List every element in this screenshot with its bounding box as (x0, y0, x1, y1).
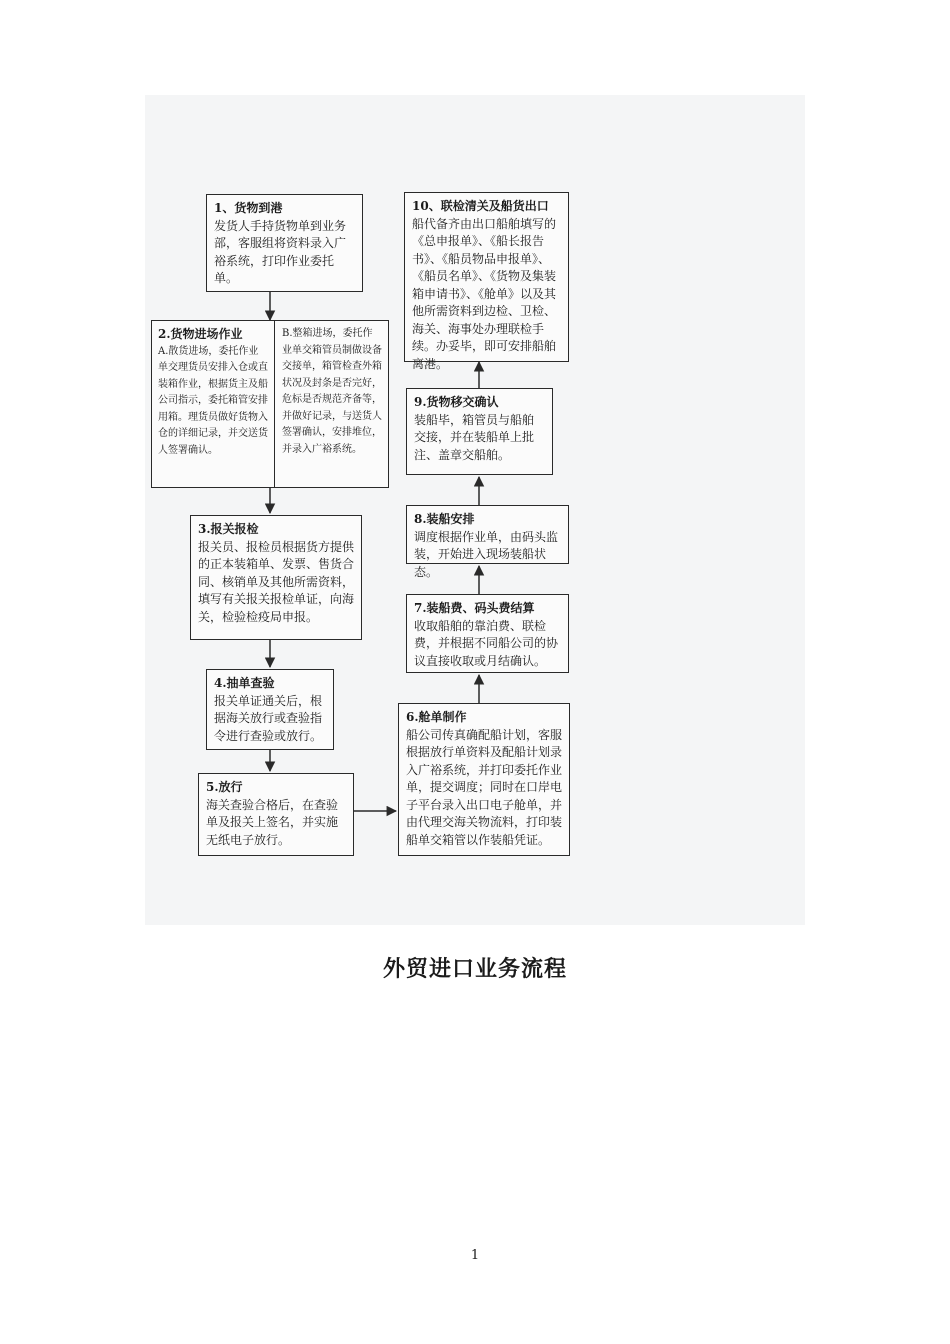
step-10-text: 船代备齐由出口船舶填写的《总申报单》、《船长报告书》、《船员物品申报单》、《船员名单》、《货物及集装箱申请书》、《舱单》以及其他所需资料到边检、卫检、海关、海事处办理联检手续。办妥毕，即可安排船舶离港。 (412, 216, 557, 371)
page-number: 1 (470, 1248, 480, 1263)
step-4-text: 报关单证通关后，根据海关放行或查验指令进行查验或放行。 (214, 693, 323, 743)
step-1-text: 发货人手持货物单到业务部，客服组将资料录入广裕系统，打印作业委托单。 (214, 218, 347, 285)
step-9-handover-confirmation (406, 388, 553, 475)
step-2-title: 2.货物进场作业 (158, 327, 243, 341)
step-9-title: 9.货物移交确认 (414, 395, 499, 409)
step-2-container-text: B.整箱进场，委托作业单交箱管员制做设备交接单，箱管检查外箱状况及封条是否完好，危标是否规范齐备等，并做好记录，与送货人签署确认，安排堆位，并录入广裕系统。 (282, 328, 382, 455)
step-8-text: 调度根据作业单，由码头监装，开始进入现场装船状态。 (414, 529, 559, 579)
step-2-cargo-entry (151, 320, 389, 488)
step-7-title: 7.装船费、码头费结算 (414, 601, 535, 615)
step-2-right-column (276, 321, 388, 487)
step-7-fee-settlement (406, 594, 569, 673)
step-8-loading-arrangement (406, 505, 569, 579)
step-1-title: 1、货物到港 (214, 201, 283, 215)
step-10-title: 10、联检清关及船货出口 (412, 199, 549, 213)
step-5-text: 海关查验合格后，在查验单及报关上签名，并实施无纸电子放行。 (206, 797, 339, 847)
figure-caption: 外贸进口业务流程 (382, 956, 567, 982)
step-3-text: 报关员、报检员根据货方提供的正本装箱单、发票、售货合同、核销单及其他所需资料，填写有关报关报检单证，向海关，检验检疫局申报。 (198, 539, 355, 624)
step-5-release (198, 773, 354, 856)
step-6-manifest (398, 703, 570, 856)
step-2-bulk-text: A.散货进场，委托作业单交理货员安排入仓或直装箱作业，根据货主及船公司指示，委托箱管安排用箱。理货员做好货物入仓的详细记录，并交送货人签署确认。 (158, 345, 268, 456)
step-3-customs-declaration (190, 515, 362, 640)
step-10-clearance-departure (404, 192, 569, 371)
step-3-title: 3.报关报检 (198, 522, 259, 536)
step-4-title: 4.抽单查验 (214, 676, 275, 690)
step-8-title: 8.装船安排 (414, 512, 475, 526)
step-2-left-column (152, 321, 274, 487)
step-6-text: 船公司传真确配船计划，客服根据放行单资料及配船计划录入广裕系统，并打印委托作业单，提交调度；同时在口岸电子平台录入出口电子舱单，并由代理交海关物流料，打印装船单交箱管以作装船凭证。 (406, 727, 563, 847)
step-6-title: 6.舱单制作 (406, 710, 467, 724)
step-5-title: 5.放行 (206, 780, 243, 794)
step-9-text: 装船毕，箱管员与船舶交接，并在装船单上批注、盖章交船舶。 (414, 412, 535, 462)
step-4-inspection (206, 669, 334, 750)
step-7-text: 收取船舶的靠泊费、联检费，并根据不同船公司的协议直接收取或月结确认。 (414, 618, 559, 668)
step-1-cargo-arrival (206, 194, 363, 292)
